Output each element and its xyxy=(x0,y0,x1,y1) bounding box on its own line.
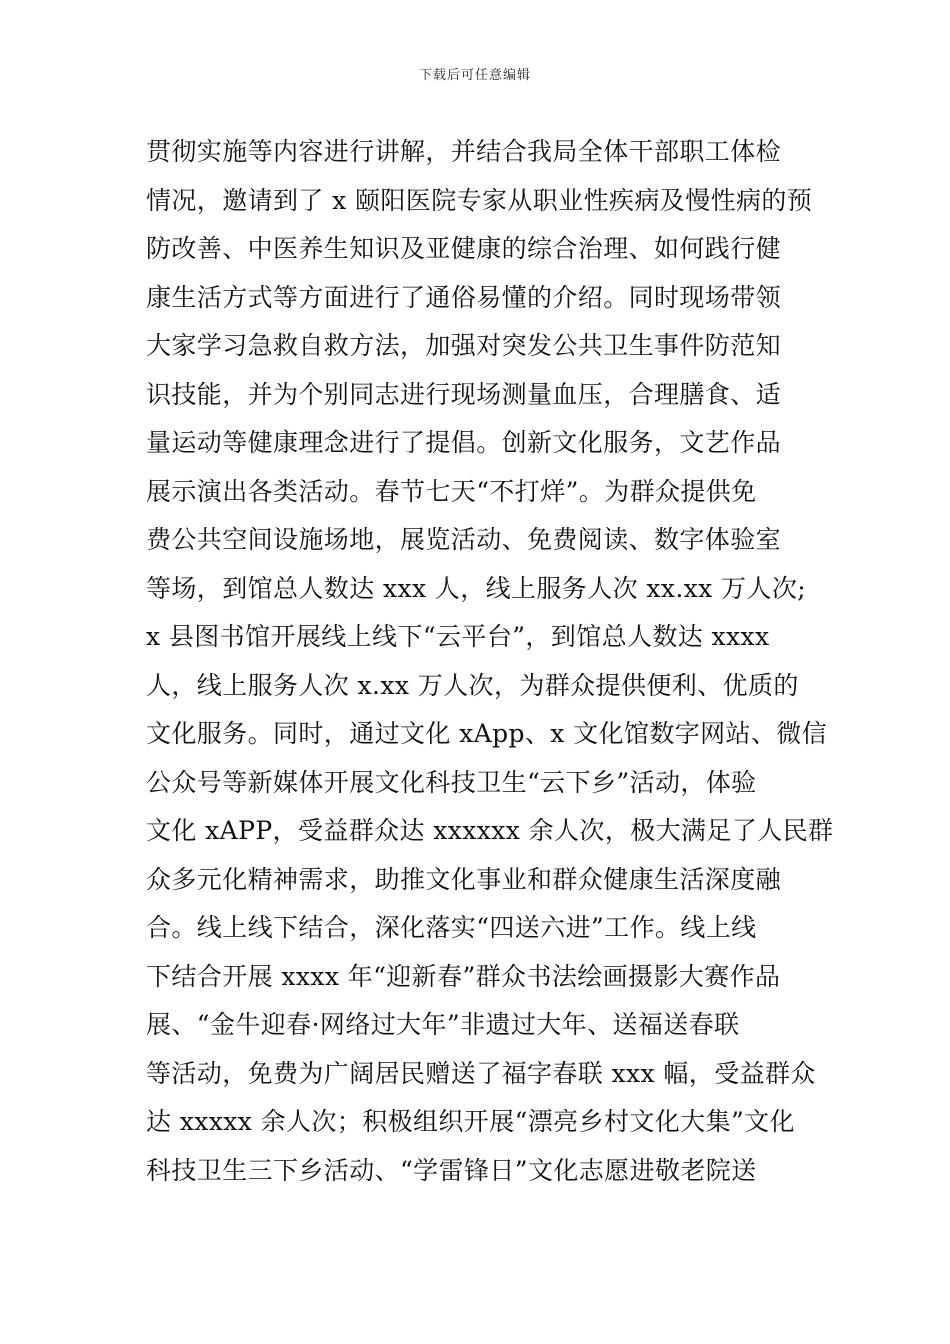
text-line: 文化 xAPP，受益群众达 xxxxxx 余人次，极大满足了人民群 xyxy=(146,816,834,845)
text-line: 防改善、中医养生知识及亚健康的综合治理、如何践行健 xyxy=(146,234,782,263)
text-line: 展、“金牛迎春·网络过大年”非遗过大年、送福送春联 xyxy=(146,1010,740,1039)
text-line: 费公共空间设施场地，展览活动、免费阅读、数字体验室 xyxy=(146,525,782,554)
text-line: 大家学习急救自救方法，加强对突发公共卫生事件防范知 xyxy=(146,331,782,360)
body-text xyxy=(146,128,834,1195)
text-line: 展示演出各类活动。春节七天“不打烊”。为群众提供免 xyxy=(146,476,757,506)
text-line: 等活动，免费为广阔居民赠送了福字春联 xxx 幅，受益群众 xyxy=(146,1058,816,1088)
text-line: 科技卫生三下乡活动、“学雷锋日”文化志愿进敬老院送 xyxy=(146,1155,757,1185)
text-line: 众多元化精神需求，助推文化事业和群众健康生活深度融 xyxy=(146,864,782,894)
text-line: 识技能，并为个别同志进行现场测量血压，合理膳食、适 xyxy=(146,379,782,409)
text-line: 情况，邀请到了 x 颐阳医院专家从职业性疾病及慢性病的预 xyxy=(146,185,813,215)
page-header: 下载后可任意编辑 xyxy=(418,68,531,83)
text-line: 人，线上服务人次 x.xx 万人次，为群众提供便利、优质的 xyxy=(146,670,799,700)
text-line: 贯彻实施等内容进行讲解，并结合我局全体干部职工体检 xyxy=(146,137,782,166)
text-line: 达 xxxxx 余人次；积极组织开展“漂亮乡村文化大集”文化 xyxy=(146,1107,795,1136)
text-line: 文化服务。同时，通过文化 xApp、x 文化馆数字网站、微信 xyxy=(146,719,828,748)
text-line: 等场，到馆总人数达 xxx 人，线上服务人次 xx.xx 万人次; xyxy=(146,573,807,603)
text-line: 康生活方式等方面进行了通俗易懂的介绍。同时现场带领 xyxy=(146,282,782,312)
text-line: 合。线上线下结合，深化落实“四送六进”工作。线上线 xyxy=(146,913,757,942)
text-line: x 县图书馆开展线上线下“云平台”，到馆总人数达 xxxx xyxy=(146,622,770,651)
text-line: 量运动等健康理念进行了提倡。创新文化服务，文艺作品 xyxy=(146,428,782,457)
text-line: 下结合开展 xxxx 年“迎新春”群众书法绘画摄影大赛作品 xyxy=(146,961,781,991)
text-line: 公众号等新媒体开展文化科技卫生“云下乡”活动，体验 xyxy=(146,767,757,797)
